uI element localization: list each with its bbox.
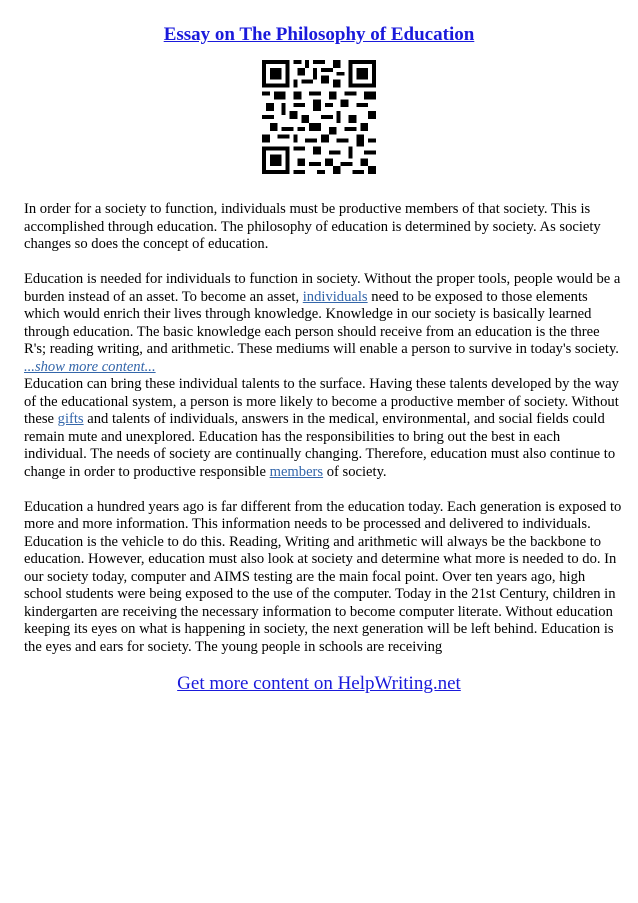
link-members[interactable]: members xyxy=(269,463,324,480)
paragraph-3-text-b: and talents of individuals, answers in the medical, environmental, and social fields could remain mute and unexplored. Education has the responsibilities to bring out the best in each individual. The needs of society are continually changing. Therefore, education must also continue to change in order to productive responsible xyxy=(24,411,616,480)
qr-code-icon xyxy=(262,60,376,174)
paragraph-3-text-c: of society. xyxy=(323,463,387,480)
paragraph-2-text-b: need to be exposed to those elements which would enrich their lives through knowledge. Knowledge in our society is basically learned through education. The basic knowledge each person should receive from an education is the three R's; reading writing, and arithmetic. These mediums will enable a person to survive in today's society. xyxy=(24,288,619,357)
show-more-link[interactable]: ...show more content... xyxy=(24,358,156,375)
show-more-link-row xyxy=(24,359,624,377)
paragraph-3-text-a: Education can bring these individual talents to the surface. Having these talents developed by the way of the educational system, a person is more likely to become a productive member of society. Without these xyxy=(24,376,619,427)
paragraph-2 xyxy=(24,271,624,359)
paragraph-1: In order for a society to function, individuals must be productive members of that society. This is accomplished through education. The philosophy of education is determined by society. As society changes so does the concept of education. xyxy=(24,201,601,252)
essay-title[interactable]: Essay on The Philosophy of Education xyxy=(163,24,475,45)
get-more-content-link[interactable]: Get more content on HelpWriting.net xyxy=(177,673,461,694)
paragraph-2-text-a: Education is needed for individuals to function in society. Without the proper tools, people would be a burden instead of an asset. To become an asset, xyxy=(24,271,621,305)
paragraph-4: Education a hundred years ago is far different from the education today. Each generation is exposed to more and more information. This information needs to be processed and delivered to individuals. Education is the vehicle to do this. Reading, Writing and arithmetic will always be the backbone to education. However, education must also look at society and determine what more is needed to do. In our society today, computer and AIMS testing are the main focal point. Over ten years ago, high school students were being exposed to the use of the computer. Today in the 21st Century, children in kindergarten are receiving the necessary information to become computer literate. Without education keeping its eyes on what is happening in society, the next generation will be left behind. Education is the eyes and ears for society. The young people in schools are receiving xyxy=(24,498,622,655)
link-gifts[interactable]: gifts xyxy=(57,411,84,427)
essay-body xyxy=(24,201,624,674)
paragraph-3 xyxy=(24,376,624,481)
link-individuals[interactable]: individuals xyxy=(302,288,368,305)
